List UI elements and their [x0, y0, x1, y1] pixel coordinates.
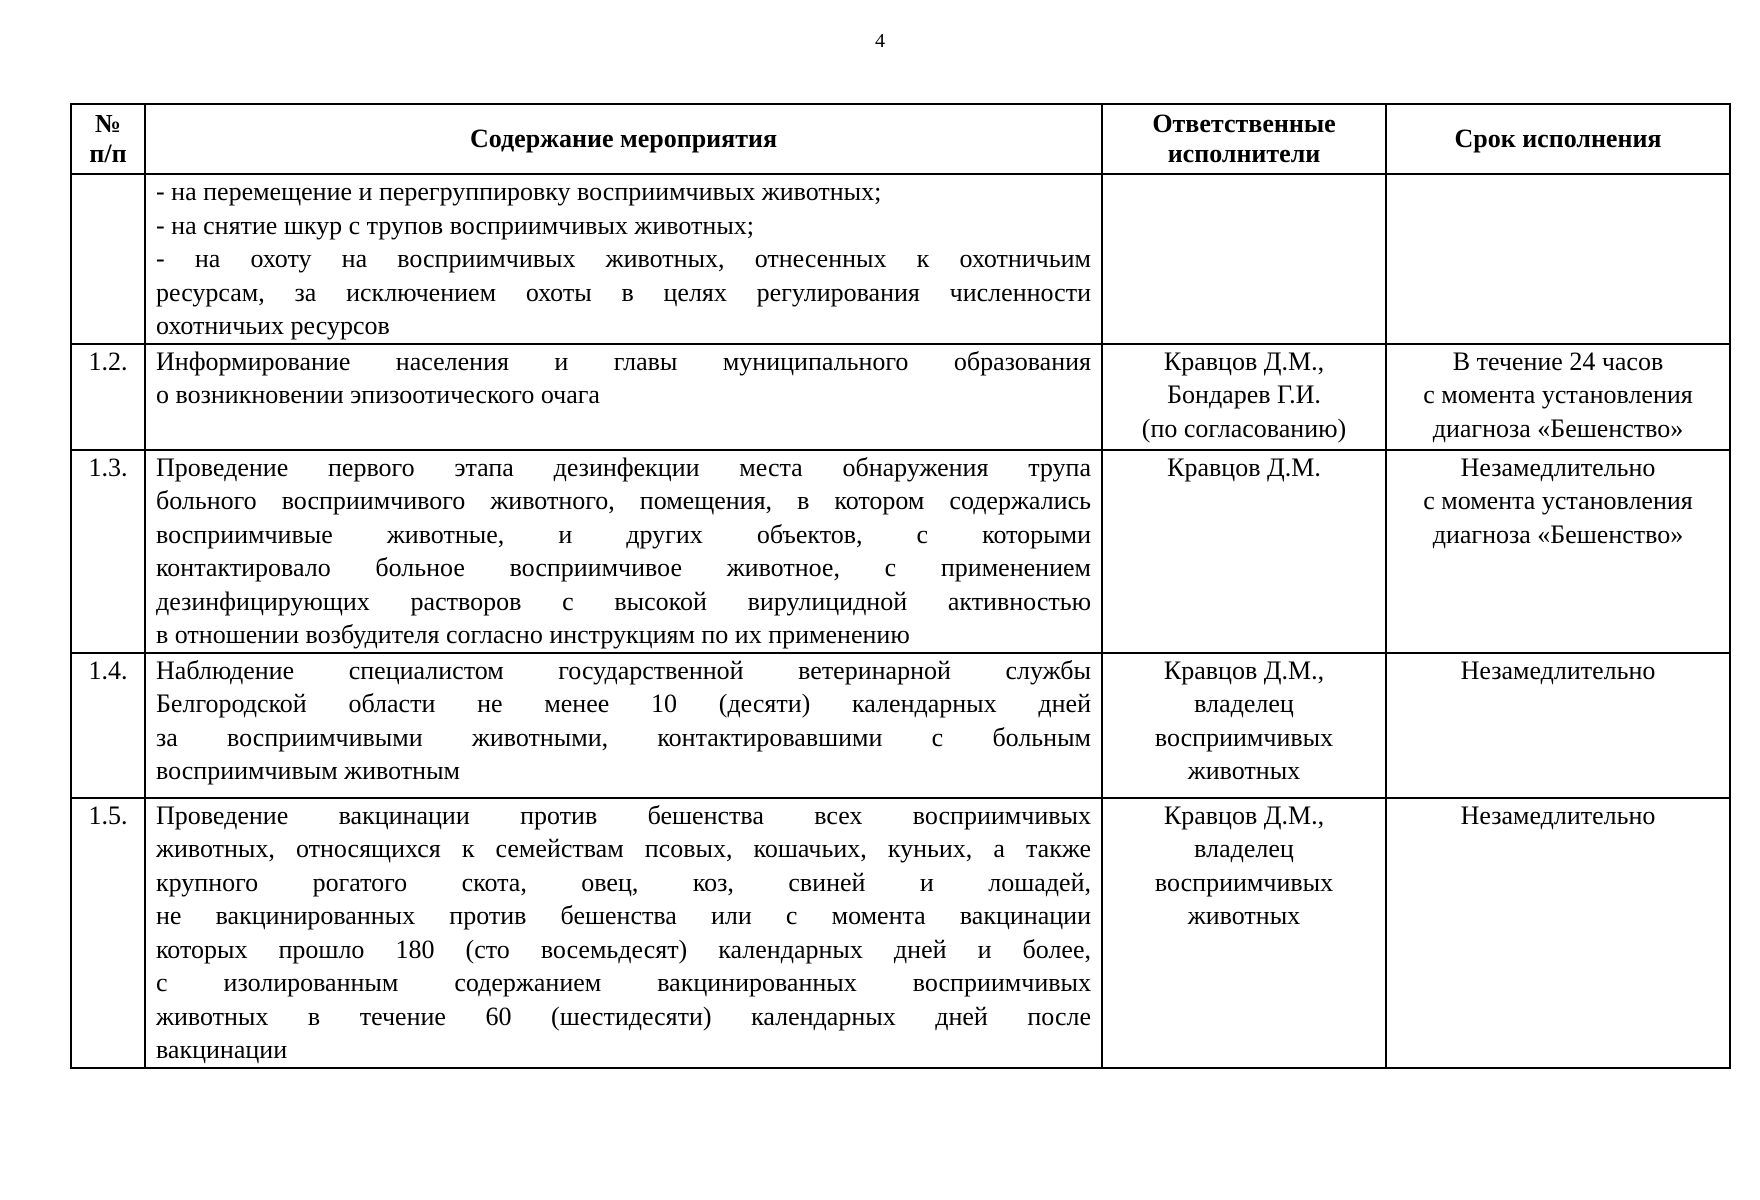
row-content — [145, 450, 1102, 653]
table-row — [71, 450, 1730, 653]
content-line: в отношении возбудителя согласно инструкциям по их применению — [156, 620, 910, 649]
responsible-line: животных — [1187, 901, 1301, 930]
responsible-line: Бондарев Г.И. — [1167, 380, 1321, 409]
responsible-line: Кравцов Д.М., — [1163, 346, 1325, 376]
content-line: Проведение вакцинации против бешенства всех восприимчивых — [156, 800, 1091, 830]
row-content — [145, 174, 1102, 344]
content-line: Проведение первого этапа дезинфекции места обнаружения трупа — [156, 452, 1091, 482]
responsible-line: восприимчивых — [1154, 867, 1334, 897]
row-deadline — [1386, 450, 1730, 653]
header-responsible-line: исполнители — [1167, 139, 1321, 168]
content-line: за восприимчивыми животными, контактировавшими с больным — [156, 722, 1091, 752]
content-line: - на снятие шкур с трупов восприимчивых животных; — [156, 210, 755, 240]
content-line: восприимчивым животным — [156, 756, 461, 785]
row-responsible — [1102, 653, 1386, 798]
row-deadline — [1386, 174, 1730, 344]
responsible-line: животных — [1187, 756, 1301, 785]
deadline-line: с момента установления — [1423, 380, 1693, 409]
responsible-line: владелец — [1194, 689, 1294, 718]
responsible-line: Кравцов Д.М. — [1167, 452, 1321, 482]
row-deadline — [1386, 798, 1730, 1068]
row-number: 1.5. — [71, 798, 145, 1068]
deadline-line: В течение 24 часов — [1452, 346, 1664, 376]
content-line: о возникновении эпизоотического очага — [156, 380, 600, 409]
header-content: Содержание мероприятия — [145, 104, 1102, 174]
content-line: восприимчивые животные, и других объектов, с которыми — [156, 519, 1091, 549]
header-deadline: Срок исполнения — [1386, 104, 1730, 174]
content-line: с изолированным содержанием вакцинированных восприимчивых — [156, 968, 1091, 997]
header-responsible-line: Ответственные — [1152, 109, 1336, 138]
deadline-line: Незамедлительно — [1460, 655, 1656, 685]
row-content — [145, 653, 1102, 798]
table-row — [71, 174, 1730, 344]
header-num-line: п/п — [89, 139, 127, 168]
content-line: животных в течение 60 (шестидесяти) календарных дней после — [156, 1001, 1091, 1031]
deadline-line: диагноза «Бешенство» — [1432, 413, 1684, 443]
row-responsible — [1102, 174, 1386, 344]
responsible-line: (по согласованию) — [1141, 413, 1347, 443]
deadline-line: диагноза «Бешенство» — [1432, 519, 1684, 549]
content-line: больного восприимчивого животного, помещения, в котором содержались — [156, 486, 1091, 515]
content-line: дезинфицирующих растворов с высокой вирулицидной активностью — [156, 586, 1091, 616]
content-line: ресурсам, за исключением охоты в целях регулирования численности — [156, 277, 1091, 307]
row-number: 1.4. — [71, 653, 145, 798]
deadline-line: Незамедлительно — [1460, 800, 1656, 830]
content-line: животных, относящихся к семействам псовых, кошачьих, куньих, а также — [156, 834, 1091, 863]
content-line: вакцинации — [156, 1035, 288, 1064]
row-deadline — [1386, 344, 1730, 450]
content-line: Наблюдение специалистом государственной ветеринарной службы — [156, 655, 1091, 685]
table-row — [71, 798, 1730, 1068]
row-deadline — [1386, 653, 1730, 798]
header-responsible — [1102, 104, 1386, 174]
content-line: - на перемещение и перегруппировку восприимчивых животных; — [156, 177, 882, 206]
header-num-line: № — [94, 109, 122, 138]
responsible-line: владелец — [1194, 834, 1294, 863]
deadline-line: с момента установления — [1423, 486, 1693, 515]
row-number: 1.2. — [71, 344, 145, 450]
content-line: Информирование населения и главы муниципального образования — [156, 346, 1091, 376]
content-line: охотничьих ресурсов — [156, 311, 390, 340]
responsible-line: Кравцов Д.М., — [1163, 655, 1325, 685]
content-line: контактировало больное восприимчивое животное, с применением — [156, 553, 1091, 582]
content-line: не вакцинированных против бешенства или с момента вакцинации — [156, 901, 1091, 930]
row-content — [145, 798, 1102, 1068]
table-body — [71, 174, 1730, 1068]
row-number — [71, 174, 145, 344]
header-num — [71, 104, 145, 174]
deadline-line: Незамедлительно — [1460, 452, 1656, 482]
content-line: крупного рогатого скота, овец, коз, свиней и лошадей, — [156, 867, 1091, 897]
table-row — [71, 344, 1730, 450]
row-responsible — [1102, 798, 1386, 1068]
table-header-row — [71, 104, 1730, 174]
content-line: Белгородской области не менее 10 (десяти) календарных дней — [156, 689, 1091, 718]
responsible-line: Кравцов Д.М., — [1163, 800, 1325, 830]
events-table — [70, 103, 1731, 1069]
row-content — [145, 344, 1102, 450]
responsible-line: восприимчивых — [1154, 722, 1334, 752]
content-line: - на охоту на восприимчивых животных, отнесенных к охотничьим — [156, 244, 1091, 273]
content-line: которых прошло 180 (сто восемьдесят) календарных дней и более, — [156, 934, 1091, 964]
page-number: 4 — [875, 30, 885, 52]
row-responsible — [1102, 344, 1386, 450]
table-row — [71, 653, 1730, 798]
row-responsible — [1102, 450, 1386, 653]
row-number: 1.3. — [71, 450, 145, 653]
